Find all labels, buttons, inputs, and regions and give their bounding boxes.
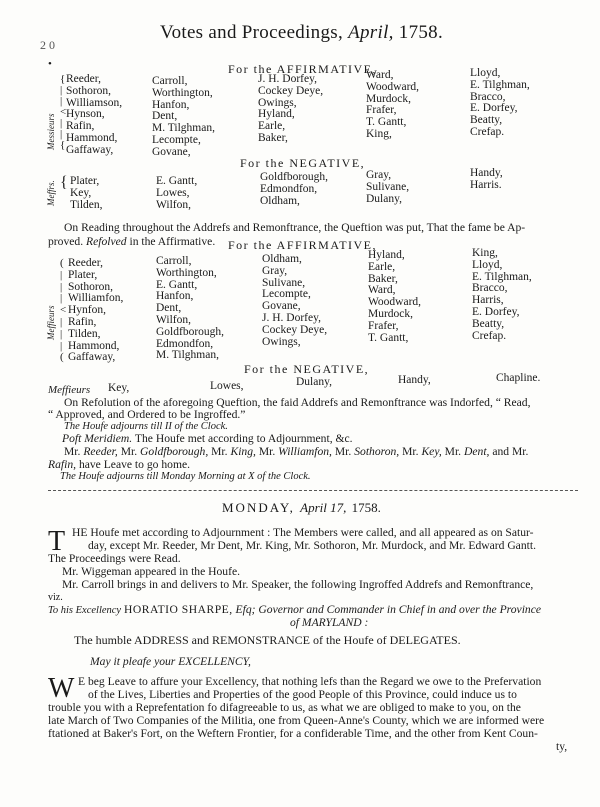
name: Dulany, (366, 192, 402, 205)
name: Oldham, (262, 253, 302, 265)
vote2-col2 (156, 256, 224, 362)
member: Williamfon, (278, 445, 332, 458)
monday-to-d: of MARYLAND : (290, 616, 369, 629)
name: Hanfon, (156, 290, 194, 303)
vote1-col3 (258, 74, 323, 145)
name: Hyland, (368, 249, 405, 261)
name: Hammond, (66, 131, 118, 144)
name: Wilfon, (156, 198, 191, 211)
name: Harris, (472, 294, 504, 307)
name: Goldfborough, (156, 325, 225, 338)
name: Carroll, (156, 255, 192, 267)
vote1-col1 (66, 74, 122, 157)
name: E. Dorfey, (470, 102, 518, 115)
name: Sulivane, (262, 276, 306, 289)
name: Beatty, (472, 317, 505, 330)
vote1-affirmative-heading: For the AFFIRMATIVE, (228, 62, 378, 76)
vote2-neg-messieurs: Meffieurs (48, 384, 91, 396)
after-line4 (62, 433, 353, 445)
name: Baker, (368, 272, 398, 285)
resolution1-line1: On Reading throughout the Addrefs and Remonftrance, the Queftion was put, That the fame be Ap- (64, 221, 526, 234)
member: Goldfborough, (140, 445, 209, 458)
name: Reeder, (68, 257, 103, 269)
monday-day: MONDAY, (222, 500, 295, 515)
name: Owings, (258, 96, 297, 109)
vote2-col1 (68, 258, 123, 364)
member: King, (230, 445, 256, 458)
name: Hanfon, (152, 98, 190, 111)
name: Handy, (470, 167, 503, 179)
vote1-negative-heading: For the NEGATIVE, (240, 156, 366, 170)
name: Tilden, (70, 198, 103, 211)
vote1-neg-col1 (70, 176, 103, 211)
name: M. Tilghman, (152, 122, 215, 135)
name: Sothoron, (66, 84, 112, 97)
body-line2: of the Lives, Liberties and Properties of the good People of this Province, could induce us to (88, 688, 517, 701)
vote2-col3 (262, 254, 327, 348)
name: Gaffaway, (66, 143, 114, 156)
name: Murdock, (366, 92, 412, 105)
body-line5: ftationed at Baker's Fort, on the Weftern Frontier, for a confiderable Time, and the other from Kent Coun- (48, 727, 538, 740)
name: Hynson, (66, 108, 105, 121)
body-line1: E beg Leave to affure your Excellency, that nothing lefs than the Regard we owe to the Prefervation (78, 675, 542, 688)
mr: Mr. (64, 445, 81, 458)
governor-name: HORATIO SHARPE, (124, 603, 233, 616)
monday-p3: Mr. Carroll brings in and delivers to Mr. Speaker, the following Ingroffed Addrefs and Remonftrance, (62, 578, 534, 591)
name: Worthington, (152, 86, 213, 99)
name: T. Gantt, (368, 331, 409, 344)
vote1-col2 (152, 76, 215, 159)
section-divider (48, 490, 578, 491)
after-line5 (64, 446, 528, 458)
name: E. Gantt, (156, 175, 198, 187)
name: Lecompte, (152, 133, 201, 146)
name: J. H. Dorfey, (262, 311, 321, 324)
name: Plater, (68, 268, 98, 281)
resolution1-line2 (48, 236, 215, 248)
after-line3: The Houfe adjourns till II of the Clock. (64, 421, 228, 432)
name: Earle, (258, 120, 286, 133)
vote1-brace: { | | < | | { (60, 73, 67, 151)
name: Woodward, (368, 296, 422, 309)
mr: Mr. (120, 445, 138, 458)
mr: Mr. (402, 445, 419, 458)
vote2-neg-name: Dulany, (296, 376, 332, 388)
mr: Mr. (258, 445, 276, 458)
name: J. H. Dorfey, (258, 73, 317, 85)
mr: and Mr. (492, 445, 529, 458)
after-line7: The Houfe adjourns till Monday Morning at X of the Clock. (60, 471, 311, 482)
name: King, (366, 127, 392, 140)
name: Williamfon, (68, 292, 124, 305)
name: Wilfon, (156, 313, 191, 326)
page-title (160, 22, 443, 44)
name: Rafin, (68, 315, 97, 328)
name: Frafer, (368, 319, 399, 332)
vote1-neg-col3 (260, 172, 328, 207)
name: Sothoron, (68, 280, 114, 293)
name: Govane, (152, 145, 191, 158)
after-line2: “ Approved, and Ordered to be Ingroffed.” (48, 408, 246, 421)
name: Williamson, (66, 96, 123, 109)
member: Dent, (464, 445, 490, 458)
page-bullet: • (48, 58, 52, 70)
name: Reeder, (66, 73, 101, 85)
monday-p3b: viz. (48, 592, 63, 603)
resolution1-affirmative: in the Affirmative. (129, 235, 216, 248)
vote2-brace: ( | | | < | | | ( (60, 257, 67, 364)
after-line1: On Refolution of the aforegoing Queftion, the faid Addrefs and Remonftrance was Indorfed, “ Read, (64, 396, 531, 409)
vote1-neg-col4 (366, 170, 409, 205)
name: Crefap. (472, 329, 507, 342)
monday-p1-l2: day, except Mr. Reeder, Mr Dent, Mr. King, Mr. Sothoron, Mr. Murdock, and Mr. Edward Gantt. (88, 539, 536, 552)
vote1-col5 (470, 68, 530, 139)
name: Hynfon, (68, 304, 107, 317)
body-line3: trouble you with a Reprefentation fo difagreeable to us, as what we are obliged to make to you, on the (48, 701, 521, 714)
name: Goldfborough, (260, 171, 329, 183)
name: Baker, (258, 131, 288, 144)
name: Lloyd, (472, 258, 503, 271)
name: Lowes, (156, 186, 190, 199)
name: Cockey Deye, (258, 84, 324, 97)
vote1-neg-messieurs-label: Meffrs. (46, 180, 56, 206)
vote1-messieurs-label: Messieurs (46, 113, 56, 150)
name: Ward, (368, 284, 396, 297)
name: Gray, (262, 264, 288, 277)
vote2-neg-name: Lowes, (210, 380, 244, 392)
vote2-col5 (472, 248, 532, 342)
page-mark: 2 0 (40, 38, 55, 52)
name: Worthington, (156, 266, 217, 279)
governor-title: Efq; Governor and Commander in Chief in and over the Province (235, 603, 542, 616)
name: Sulivane, (366, 180, 410, 193)
name: Edmondfon, (260, 182, 318, 195)
name: Key, (70, 186, 92, 199)
mr: Mr. (334, 445, 352, 458)
member: Key, (421, 445, 442, 458)
name: Govane, (262, 300, 301, 313)
after-line6 (48, 459, 190, 471)
name: Hammond, (68, 339, 120, 352)
monday-heading (222, 500, 381, 516)
title-prefix: Votes and Proceedings, (160, 22, 344, 43)
name: E. Gantt, (156, 278, 198, 291)
body-line6: ty, (556, 740, 568, 753)
mr: Mr. (211, 445, 228, 458)
name: Frafer, (366, 104, 397, 117)
name: Rafin, (66, 120, 95, 133)
house-met: The Houfe met according to Adjournment, &c. (134, 432, 353, 445)
to-his-excellency: To his Excellency (48, 605, 122, 616)
dropcap-w: W (48, 673, 75, 704)
name: King, (472, 247, 498, 259)
member: Rafin, (48, 458, 77, 471)
name: Carroll, (152, 75, 188, 87)
name: Hyland, (258, 108, 295, 121)
name: Crefap. (470, 125, 505, 138)
name: E. Dorfey, (472, 305, 520, 318)
resolution1-approved: proved. (48, 235, 84, 248)
may-it-please: May it pleafe your EXCELLENCY, (90, 655, 251, 668)
leave-text: have Leave to go home. (78, 458, 191, 471)
name: Plater, (70, 175, 100, 187)
dropcap-t: T (48, 526, 66, 557)
monday-p1-l1: HE Houfe met according to Adjournment : The Members were called, and all appeared as on Satur- (72, 526, 534, 539)
vote2-affirmative-heading: For the AFFIRMATIVE, (228, 238, 378, 252)
name: Dent, (152, 110, 178, 123)
vote2-neg-name: Handy, (398, 374, 431, 386)
vote1-col4 (366, 70, 419, 141)
monday-p1-l3: The Proceedings were Read. (48, 552, 181, 565)
name: Dent, (156, 302, 182, 315)
vote1-neg-brace: { (60, 174, 68, 191)
name: E. Tilghman, (470, 78, 530, 91)
vote2-messieurs-label: Meffieurs (46, 305, 56, 340)
monday-p2: Mr. Wiggeman appeared in the Houfe. (62, 565, 240, 578)
name: Tilden, (68, 327, 101, 340)
name: Harris. (470, 178, 502, 191)
monday-date: April 17, (300, 500, 347, 515)
name: E. Tilghman, (472, 270, 532, 283)
name: Cockey Deye, (262, 323, 328, 336)
name: Ward, (366, 69, 394, 81)
name: Gaffaway, (68, 351, 116, 364)
name: Woodward, (366, 80, 420, 93)
name: Murdock, (368, 307, 414, 320)
vote2-neg-name: Chapline. (496, 372, 541, 384)
vote2-col4 (368, 250, 421, 344)
vote2-negative-heading: For the NEGATIVE, (244, 362, 370, 376)
vote1-neg-col5 (470, 168, 503, 192)
member: Sothoron, (354, 445, 400, 458)
name: M. Tilghman, (156, 349, 219, 362)
post-meridiem: Poft Meridiem. (62, 432, 133, 445)
resolution1-resolved: Refolved (86, 235, 127, 248)
name: Lloyd, (470, 67, 501, 79)
name: Oldham, (260, 194, 300, 207)
mr: Mr. (444, 445, 462, 458)
name: Owings, (262, 335, 301, 348)
name: Earle, (368, 260, 396, 273)
address-title: The humble ADDRESS and REMONSTRANCE of the Houfe of DELEGATES. (74, 633, 461, 647)
vote1-neg-col2 (156, 176, 197, 211)
title-month: April, (348, 22, 394, 43)
member: Reeder, (83, 445, 118, 458)
name: Lecompte, (262, 288, 311, 301)
title-year: 1758. (398, 22, 444, 43)
name: Bracco, (472, 282, 508, 295)
body-line4: late March of Two Companies of the Militia, one from Queen-Anne's County, which we are informed were (48, 714, 545, 727)
name: Gray, (366, 169, 392, 181)
name: Beatty, (470, 114, 503, 127)
vote2-neg-name: Key, (108, 382, 130, 394)
name: Edmondfon, (156, 337, 214, 350)
monday-year: 1758. (351, 500, 381, 515)
name: Bracco, (470, 90, 506, 103)
name: T. Gantt, (366, 116, 407, 129)
